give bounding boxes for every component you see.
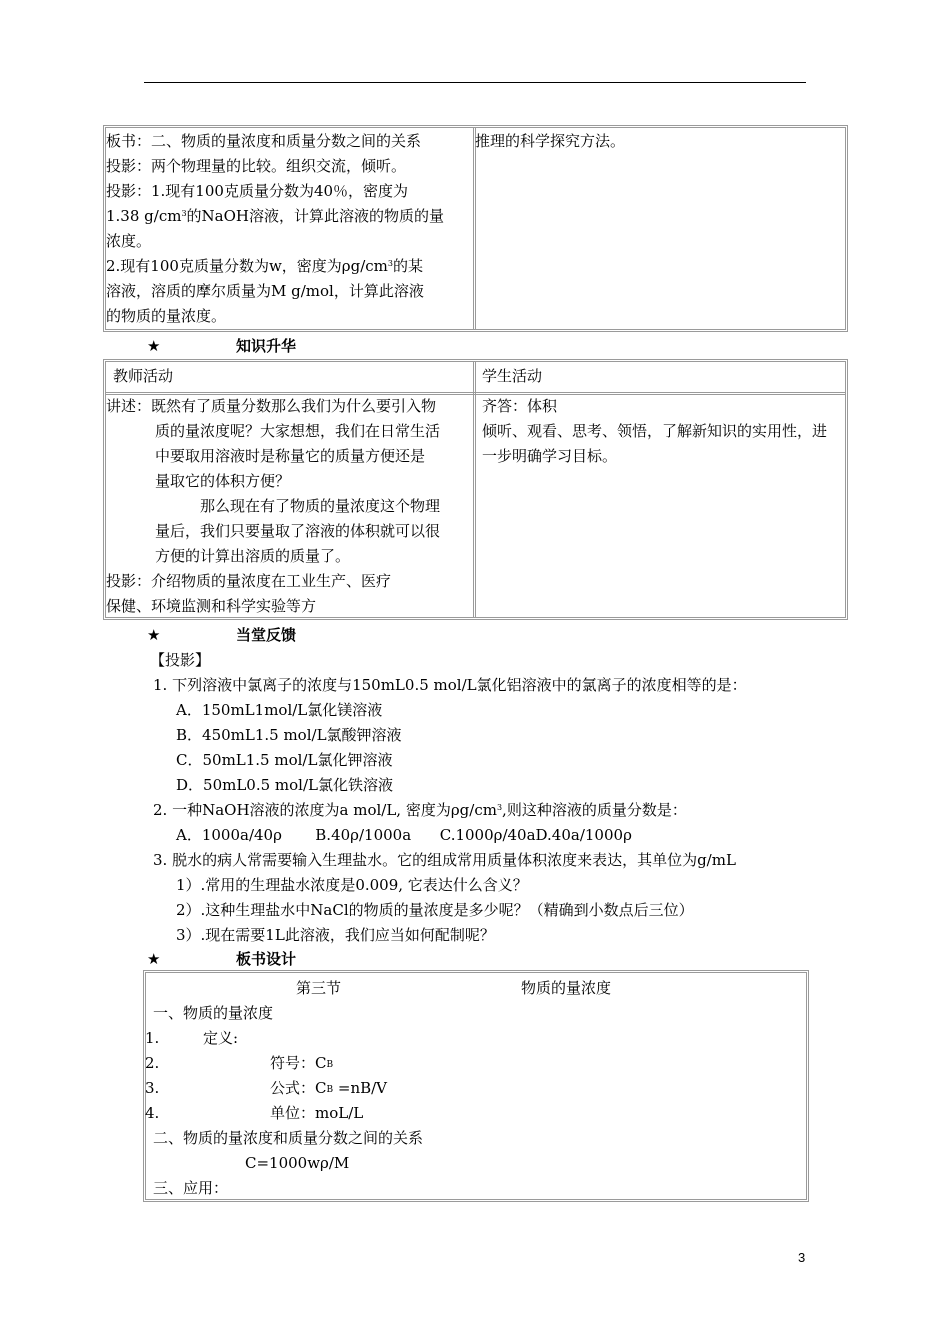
- teacher-line-1: 讲述：既然有了质量分数那么我们为什么要引入物: [106, 397, 437, 415]
- student-line-3: 一步明确学习目标。: [482, 447, 618, 465]
- board-definition: 定义:: [203, 1029, 239, 1047]
- teacher-line-9: 保健、环境监测和科学实验等方: [106, 597, 317, 615]
- question-3: 3. 脱水的病人常需要输入生理盐水。它的组成常用质量体积浓度来表达，其单位为g/mL: [153, 851, 736, 869]
- teacher-line-4: 量取它的体积方便？: [155, 472, 291, 490]
- q1-option-d: D．50mL0.5 mol/L氯化铁溶液: [176, 776, 393, 794]
- board-symbol: 符号：CB: [270, 1054, 334, 1072]
- teacher-line-7: 方便的计算出溶质的质量了。: [155, 547, 351, 565]
- projection-tag: 【投影】: [150, 651, 211, 669]
- board-title-topic: 物质的量浓度: [521, 979, 612, 997]
- student-line-2: 倾听、观看、思考、领悟，了解新知识的实用性，进: [482, 422, 828, 440]
- board-part-3: 三、应用：: [153, 1179, 229, 1197]
- t1-line-3: 投影：1.现有100克质量分数为40％，密度为: [106, 182, 409, 200]
- section-heading-star: ★: [147, 626, 161, 644]
- t1-line-8: 的物质的量浓度。: [106, 307, 227, 325]
- student-line-1: 齐答：体积: [482, 397, 558, 415]
- t1-line-1: 板书：二、物质的量浓度和质量分数之间的关系: [106, 132, 422, 150]
- board-part-2: 二、物质的量浓度和质量分数之间的关系: [153, 1129, 424, 1147]
- q3-item-3: 3）.现在需要1L此溶液，我们应当如何配制呢？: [176, 926, 495, 944]
- board-title-section: 第三节: [296, 979, 342, 997]
- t1-line-7: 溶液，溶质的摩尔质量为M g/mol，计算此溶液: [106, 282, 424, 300]
- board-formula-def: 公式：CB =nB/V: [270, 1079, 388, 1097]
- q3-item-2: 2）.这种生理盐水中NaCl的物质的量浓度是多少呢？（精确到小数点后三位）: [176, 901, 694, 919]
- teacher-line-8: 投影：介绍物质的量浓度在工业生产、医疗: [106, 572, 392, 590]
- header-teacher-activity: 教师活动: [113, 367, 174, 385]
- board-unit: 单位：moL/L: [270, 1104, 364, 1122]
- teacher-line-6: 量后，我们只要量取了溶液的体积就可以很: [155, 522, 441, 540]
- board-relation-formula: C=1000wρ/M: [245, 1154, 350, 1172]
- section-heading-star: ★: [147, 337, 161, 355]
- t1-right-text: 推理的科学探究方法。: [475, 132, 626, 150]
- header-rule: [144, 82, 806, 83]
- q1-option-c: C．50mL1.5 mol/L氯化钾溶液: [176, 751, 393, 769]
- q1-option-a: A．150mL1mol/L氯化镁溶液: [176, 701, 383, 719]
- board-num-4: 4.: [145, 1104, 160, 1122]
- t1-line-5: 浓度。: [106, 232, 152, 250]
- section-heading-feedback: 当堂反馈: [236, 626, 297, 644]
- section-heading-board-design: 板书设计: [236, 950, 297, 968]
- q2-options: A．1000a/40ρ B.40ρ/1000a C.1000ρ/40aD.40a/1000ρ: [176, 826, 632, 844]
- board-num-2: 2.: [145, 1054, 160, 1072]
- board-num-1: 1.: [145, 1029, 160, 1047]
- q1-option-b: B．450mL1.5 mol/L氯酸钾溶液: [176, 726, 402, 744]
- page-number: 3: [798, 1250, 806, 1265]
- section-heading-star: ★: [147, 950, 161, 968]
- teacher-line-5: 那么现在有了物质的量浓度这个物理: [200, 497, 441, 515]
- question-2: 2. 一种NaOH溶液的浓度为a mol/L, 密度为$\rho g/cm^3$,则这种溶液的质量分数是：: [153, 801, 687, 819]
- t1-line-4: 1.38 $g/cm^3$的NaOH溶液，计算此溶液的物质的量: [106, 207, 444, 225]
- q3-item-1: 1）.常用的生理盐水浓度是0.009, 它表达什么含义？: [176, 876, 528, 894]
- section-heading-knowledge: 知识升华: [236, 337, 297, 355]
- t1-line-6: 2.现有100克质量分数为w，密度为$\rho g/cm^3$的某: [106, 257, 423, 275]
- board-num-3: 3.: [145, 1079, 160, 1097]
- t1-line-2: 投影：两个物理量的比较。组织交流，倾听。: [106, 157, 407, 175]
- header-student-activity: 学生活动: [482, 367, 543, 385]
- question-1: 1. 下列溶液中氯离子的浓度与150mL0.5 mol/L氯化铝溶液中的氯离子的浓度相等的是：: [153, 676, 747, 694]
- teacher-line-2: 质的量浓度呢？大家想想，我们在日常生活: [155, 422, 441, 440]
- board-part-1: 一、物质的量浓度: [153, 1004, 274, 1022]
- teacher-line-3: 中要取用溶液时是称量它的质量方便还是: [155, 447, 426, 465]
